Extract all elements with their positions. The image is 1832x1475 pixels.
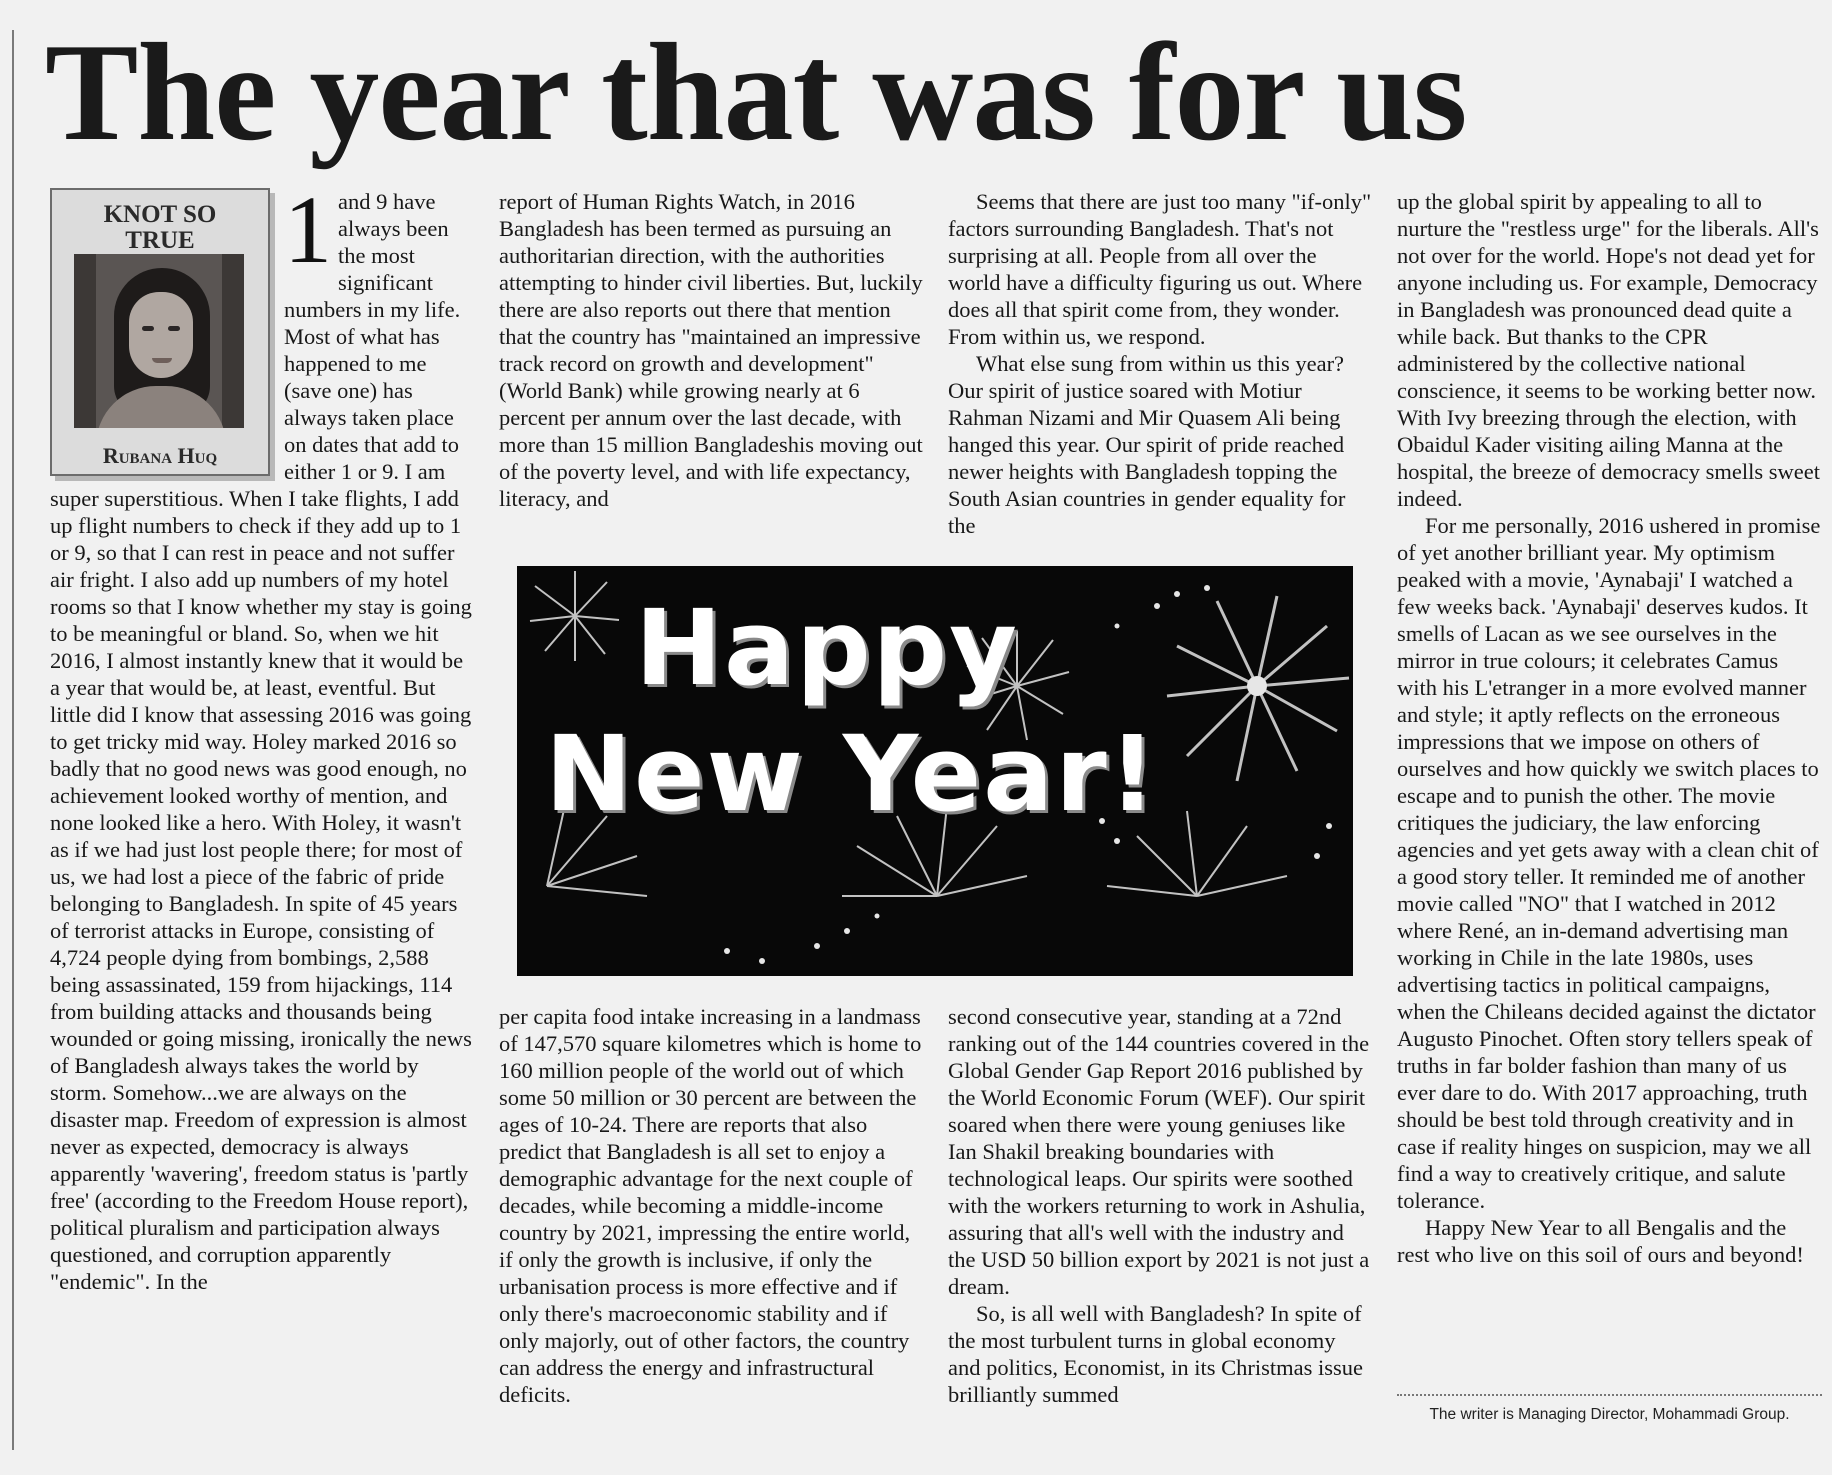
column-box-title-line-1: KNOT SO [103,201,217,228]
banner-title-line-2: New Year! [545,713,1159,835]
article-paragraph: Happy New Year to all Bengalis and the rest who live on this soil of ours and beyond! [1397,1215,1804,1267]
drop-cap: 1 [284,176,332,283]
author-footnote: The writer is Managing Director, Mohammadi Group. [1429,1406,1790,1423]
article-column-3-bottom [948,1003,1372,1408]
article-paragraph: So, is all well with Bangladesh? In spite of the most turbulent turns in global economy and politics, Economist, in its Christmas issue brilliantly summed [948,1301,1363,1407]
article-paragraph: What else sung from within us this year? Our spirit of justice soared with Motiur Rahman Nizami and Mir Quasem Ali being hanged this year. Our spirit of pride reached newer heights with Bangladesh topping the South Asian countries in gender equality for the [948,351,1346,538]
page-left-rule [12,30,14,1450]
article-column-2-top [499,188,924,512]
author-photo [74,254,244,428]
article-paragraph: per capita food intake increasing in a landmass of 147,570 square kilometres which is home to 160 million people of the world out of which some 50 million or 30 percent are between the ages of 10-24. There are reports that also predict that Bangladesh is all set to enjoy a demographic advantage for the next couple of decades, while becoming a middle-income country by 2021, impressing the entire world, if only the growth is inclusive, if only the urbanisation process is more effective and if only there's macroeconomic stability and if only majorly, out of other factors, the country can address the energy and infrastructural deficits. [499,1004,922,1407]
article-paragraph: up the global spirit by appealing to all to nurture the "restless urge" for the liberals. All's not over for the world. Hope's not dead yet for anyone including us. For example, Democracy in Bangladesh was pronounced dead quite a while back. But thanks to the CPR administered by the collective national conscience, it seems to be working better now. With Ivy breezing through the election, with Obaidul Kader visiting ailing Manna at the hospital, the breeze of democracy smells sweet indeed. [1397,189,1820,511]
article-column-3-top [948,188,1372,539]
column-box-title-line-2: TRUE [125,227,195,254]
article-paragraph: Seems that there are just too many "if-only" factors surrounding Bangladesh. That's not surprising at all. People from all over the world have a difficulty figuring us out. Where does all that spirit come from, they wonder. From within us, we respond. [948,189,1372,349]
column-box [50,188,270,476]
article-column-2-bottom [499,1003,924,1408]
article-paragraph: second consecutive year, standing at a 72nd ranking out of the 144 countries covered in the Global Gender Gap Report 2016 published by the World Economic Forum (WEF). Our spirit soared when there were young geniuses like Ian Shakil breaking boundaries with technological leaps. Our spirits were soothed with the workers returning to work in Ashulia, assuring that all's well with the industry and the USD 50 billion export by 2021 is not just a dream. [948,1004,1370,1299]
happy-new-year-banner [517,566,1353,976]
article-paragraph: and 9 have always been the most significant numbers in my life. Most of what has happened to me (save one) has always taken place on dates that add to either 1 or 9. I am super superstitious. When I take flights, I add up flight numbers to check if they add up to 1 or 9, so that I can rest in peace and not suffer air fright. I also add up numbers of my hotel rooms so that I know whether my stay is going to be meaningful or bland. So, when we hit 2016, I almost instantly knew that it would be a year that would be, at least, eventful. But little did I know that assessing 2016 was going to get tricky mid way. Holey marked 2016 so badly that no good news was good enough, no achievement looked worthy of mention, and none looked like a hero. With Holey, it wasn't as if we had just lost people there; for most of us, we had lost a piece of the fabric of pride belonging to Bangladesh. In spite of 45 years of terrorist attacks in Europe, consisting of 4,724 people dying from bombings, 2,588 being assassinated, 159 from hijackings, 114 from building attacks and thousands being wounded or going missing, ironically the news of Bangladesh always takes the world by storm. Somehow...we are always on the disaster map. Freedom of expression is almost never as expected, democracy is always apparently 'wavering', freedom status is 'partly free' (according to the Freedom House report), political pluralism and participation always questioned, and corruption apparently "endemic". In the [50,189,472,1294]
article-paragraph: report of Human Rights Watch, in 2016 Bangladesh has been termed as pursuing an authoritarian direction, with the authorities attempting to hinder civil liberties. But, luckily there are also reports out there that mention that the country has "maintained an impressive track record on growth and development"(World Bank) while growing nearly at 6 percent per annum over the last decade, with more than 15 million Bangladeshis moving out of the poverty level, and with life expectancy, literacy, and [499,189,923,511]
article-paragraph: For me personally, 2016 ushered in promise of yet another brilliant year. My optimism peaked with a movie, 'Aynabaji' I watched a few weeks back. 'Aynabaji' deserves kudos. It smells of Lacan as we see ourselves in the mirror in true colours; it celebrates Camus with his L'etranger in a more evolved manner and style; it aptly reflects on the erroneous impressions that we impose on others of ourselves and how quickly we switch places to escape and to punish the other. The movie critiques the judiciary, the law enforcing agencies and yet gets away with a clean chit of a good story teller. It reminded me of another movie called "NO" that I watched in 2012 where René, an in-demand advertising man working in Chile in the late 1980s, uses advertising tactics in political campaigns, when the Chileans decided against the dictator Augusto Pinochet. Often story tellers speak of truths in far bolder fashion than many of us ever dare to do. With 2017 approaching, truth should be best told through creativity and in case if reality hinges on suspicion, may we all find a way to creatively critique, and salute tolerance. [1397,513,1821,1213]
article-column-1 [50,176,475,1295]
banner-title-line-1: Happy [635,587,1019,709]
headline: The year that was for us [45,15,1467,170]
footer-divider [1397,1394,1822,1396]
column-box-title [52,202,268,254]
article-column-4 [1397,188,1822,1268]
author-byline: Rubana Huq [102,443,218,468]
